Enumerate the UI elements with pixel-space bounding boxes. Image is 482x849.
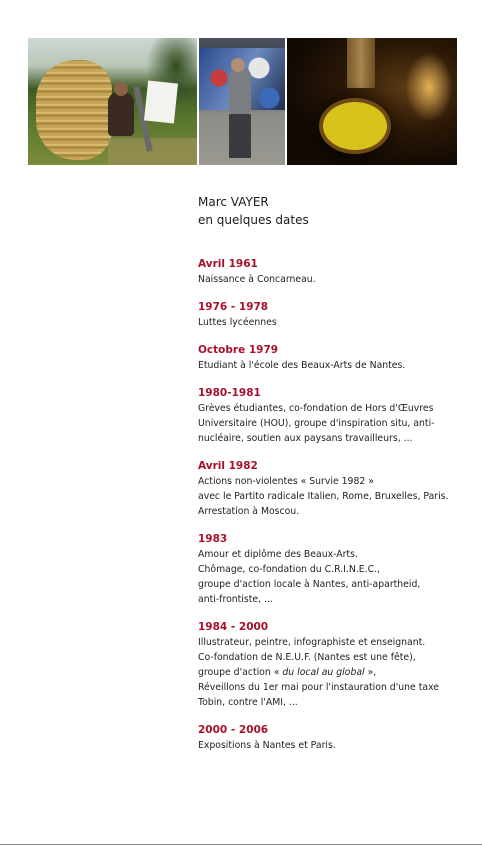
header-photo-strip (28, 38, 457, 165)
entry-text-prefix: groupe d'action « (198, 667, 283, 678)
entry-date: Avril 1982 (198, 460, 258, 472)
timeline-entry (198, 257, 460, 287)
page-title (198, 193, 309, 229)
entry-text: Arrestation à Moscou. (198, 506, 300, 517)
timeline-entry (198, 386, 460, 446)
bottom-divider (0, 844, 482, 845)
yellow-bowl-photo (287, 38, 457, 165)
title-subtitle: en quelques dates (198, 213, 309, 227)
entry-text (198, 665, 460, 680)
entry-date: 1984 - 2000 (198, 621, 269, 633)
timeline-entry (198, 343, 460, 373)
entry-date: 1983 (198, 533, 228, 545)
entry-date: Avril 1961 (198, 258, 258, 270)
entry-text: groupe d'action locale à Nantes, anti-apartheid, (198, 579, 421, 590)
entry-text: Grèves étudiantes, co-fondation de Hors d'Œuvres (198, 403, 434, 414)
entry-text: avec le Partito radicale Italien, Rome, Bruxelles, Paris. (198, 491, 449, 502)
entry-text-italic: du local au global (282, 667, 365, 678)
entry-text: Co-fondation de N.E.U.F. (Nantes est une fête), (198, 652, 416, 663)
entry-text: Actions non-violentes « Survie 1982 » (198, 476, 374, 487)
entry-text: Amour et diplôme des Beaux-Arts. (198, 549, 358, 560)
entry-date: 2000 - 2006 (198, 724, 269, 736)
entry-text: Illustrateur, peintre, infographiste et enseignant. (198, 637, 426, 648)
entry-text: Tobin, contre l'AMI, ... (198, 697, 298, 708)
entry-text-suffix: », (364, 667, 377, 678)
entry-text: Chômage, co-fondation du C.R.I.N.E.C., (198, 564, 381, 575)
entry-text: Réveillons du 1er mai pour l'instauration d'une taxe (198, 682, 439, 693)
timeline (198, 257, 460, 766)
timeline-entry (198, 723, 460, 753)
timeline-entry (198, 300, 460, 330)
entry-date: 1980-1981 (198, 387, 261, 399)
timeline-entry (198, 459, 460, 519)
entry-text: anti-frontiste, ... (198, 594, 273, 605)
entry-text: nucléaire, soutien aux paysans travailleurs, ... (198, 433, 413, 444)
entry-date: 1976 - 1978 (198, 301, 269, 313)
title-name: Marc VAYER (198, 195, 269, 209)
entry-text: Naissance à Concarneau. (198, 274, 316, 285)
entry-text: Luttes lycéennes (198, 317, 277, 328)
timeline-entry (198, 620, 460, 710)
hay-bale-painter-photo (28, 38, 197, 165)
entry-text: Expositions à Nantes et Paris. (198, 740, 336, 751)
entry-date: Octobre 1979 (198, 344, 279, 356)
timeline-entry (198, 532, 460, 607)
entry-text: Etudiant à l'école des Beaux-Arts de Nantes. (198, 360, 406, 371)
mural-painter-photo (199, 38, 285, 165)
entry-text: Universitaire (HOU), groupe d'inspiration situ, anti- (198, 418, 435, 429)
